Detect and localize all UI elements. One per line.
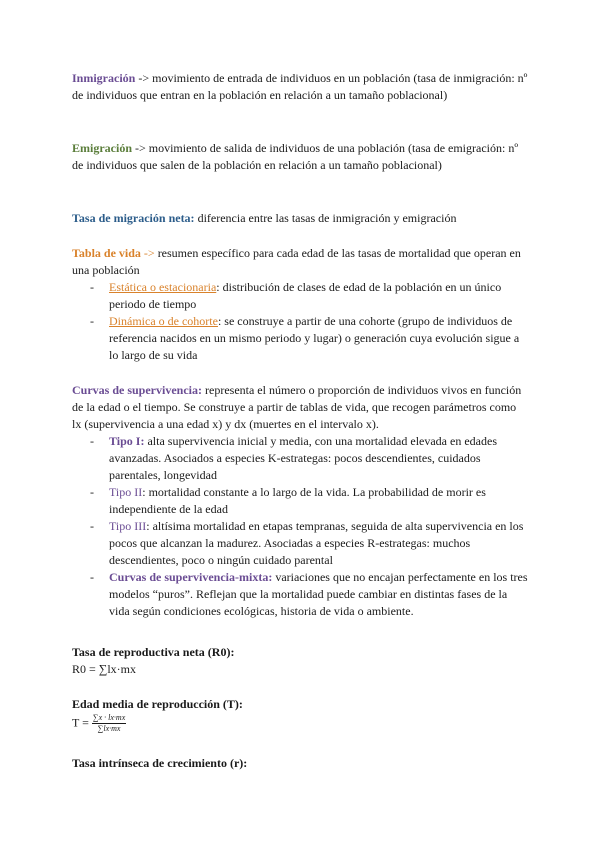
emigration-text: -> movimiento de salida de individuos de una población (tasa de emigración: nº de individuos que salen de la población en relación a un tamaño poblacional) [72,141,519,172]
survival-curves-term: Curvas de supervivencia: [72,383,202,397]
life-table-item-text: : distribución de clases de edad de la población en un único periodo de tiempo [109,280,502,311]
survival-item-text: : mortalidad constante a lo largo de la vida. La probabilidad de morir es independiente de la edad [109,485,486,516]
t-numerator: ∑x · lx·mx [92,713,126,722]
list-item [72,518,528,569]
life-table-item-term: Dinámica o de cohorte [109,314,218,328]
list-item [72,433,528,484]
t-formula-lhs: T = [72,715,89,730]
survival-curves-paragraph [72,382,528,433]
immigration-term: Inmigración [72,71,136,85]
survival-item-term: Tipo I: [109,434,145,448]
r-title: Tasa intrínseca de crecimiento (r): [72,756,248,770]
survival-curves-section [72,382,528,620]
t-denominator: ∑lx·mx [97,724,121,733]
immigration-text: -> movimiento de entrada de individuos en un población (tasa de inmigración: nº de individuos que entran en la población en relación a un tamaño poblacional) [72,71,528,102]
list-item [72,279,528,313]
survival-item-term: Tipo II [109,485,143,499]
t-title: Edad media de reproducción (T): [72,697,243,711]
list-item [72,313,528,364]
net-migration-text: diferencia entre las tasas de inmigración y emigración [194,211,457,225]
life-table-paragraph [72,245,528,279]
survival-curves-list [72,433,528,620]
t-fraction [92,713,126,734]
survival-item-text: alta supervivencia inicial y media, con una mortalidad elevada en edades avanzadas. Asociados a especies K-estrategas: pocos descendientes, cuidados parentales, longevidad [109,434,497,482]
list-item [72,484,528,518]
survival-curves-text: representa el número o proporción de individuos vivos en función de la edad o el tiempo. Se construye a partir de tablas de vida, que recogen parámetros como lx (supervivencia a una edad x) y dx (muertes en el intervalo x). [72,383,522,431]
survival-item-term: Tipo III [109,519,147,533]
net-migration-term: Tasa de migración neta: [72,211,195,225]
list-item [72,569,528,620]
survival-item-text: variaciones que no encajan perfectamente en los tres modelos “puros”. Reflejan que la mortalidad puede cambiar en distintas fases de la vida según condiciones ecológicas, historia de vida o ambiente. [109,570,528,618]
life-table-item-text: : se construye a partir de una cohorte (grupo de individuos de referencia nacidos en un mismo periodo y lugar) o generación cuya evolución sigue a lo largo de su vida [109,314,520,362]
t-section [72,696,528,734]
net-migration-paragraph [72,210,528,227]
life-table-section [72,245,528,364]
survival-item-text: : altísima mortalidad en etapas tempranas, seguida de alta supervivencia en los pocos que alcanzan la madurez. Asociadas a especies R-estrategas: muchos descendientes, poco o ningún cuidado parental [109,519,524,567]
life-table-term: Tabla de vida [72,246,141,260]
immigration-paragraph [72,70,528,104]
life-table-text: resumen específico para cada edad de las tasas de mortalidad que operan en una población [72,246,521,277]
t-formula [72,713,528,734]
r0-section [72,644,528,678]
emigration-term: Emigración [72,141,132,155]
r0-title: Tasa de reproductiva neta (R0): [72,645,235,659]
life-table-item-term: Estática o estacionaria [109,280,217,294]
r0-formula: R0 = ∑lx·mx [72,662,136,676]
life-table-list [72,279,528,364]
survival-item-term: Curvas de supervivencia-mixta: [109,570,273,584]
life-table-arrow: -> [140,246,155,260]
emigration-paragraph [72,140,528,174]
